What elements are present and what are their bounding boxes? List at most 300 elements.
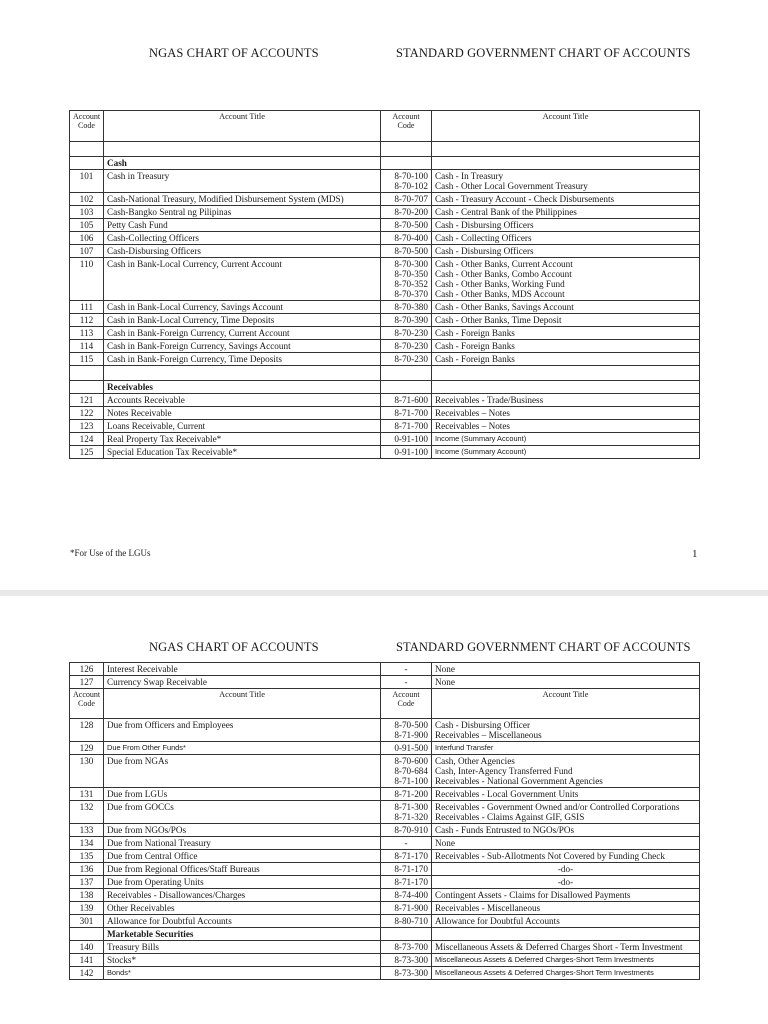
sgca-code-line: 8-73-300 [394,968,428,978]
sgca-title-line: None [435,838,455,848]
sgca-account-code [381,850,432,863]
sgca-code-line: 8-70-684 [394,766,428,776]
table-row [70,876,700,889]
ngas-account-title: Cash in Bank-Foreign Currency, Savings Account [104,340,381,353]
empty-cell [432,142,700,157]
sgca-title-line: Contingent Assets - Claims for Disallowed Payments [435,890,631,900]
sgca-account-title [432,902,700,915]
sgca-code-line: 8-71-700 [394,408,428,418]
table-row [70,850,700,863]
sgca-title-line: Interfund Transfer [435,743,494,752]
sgca-account-title [432,967,700,980]
ngas-account-title: Allowance for Doubtful Accounts [104,915,381,928]
sgca-code-line: 8-70-707 [394,194,428,204]
sgca-account-code [381,824,432,837]
table-row [70,258,700,301]
sgca-code-line: - [404,677,408,687]
sgca-account-code [381,170,432,193]
sgca-account-code [381,889,432,902]
sgca-code-line: 8-70-230 [394,328,428,338]
table-row [70,801,700,824]
ngas-account-title: Real Property Tax Receivable* [104,433,381,446]
table-row [70,954,700,967]
sgca-code-line: 8-71-200 [394,789,428,799]
table-row [70,446,700,459]
empty-cell [70,366,104,381]
ngas-account-code: 131 [70,788,104,801]
sgca-account-title [432,193,700,206]
sgca-code-line: 8-71-700 [394,421,428,431]
sgca-header: STANDARD GOVERNMENT CHART OF ACCOUNTS [396,46,691,60]
sgca-code-line: - [404,664,408,674]
ngas-header: NGAS CHART OF ACCOUNTS [149,46,319,60]
sgca-title-line: Cash - Other Banks, Current Account [435,259,573,269]
sgca-header-2: STANDARD GOVERNMENT CHART OF ACCOUNTS [396,640,691,654]
ngas-account-code: 113 [70,327,104,340]
section-row [70,928,700,941]
sgca-code-line: 8-70-102 [394,181,428,191]
sgca-account-title [432,755,700,788]
ngas-account-code: 102 [70,193,104,206]
sgca-code-line: 8-70-200 [394,207,428,217]
page-number: 1 [692,548,698,560]
sgca-account-title [432,742,700,755]
ngas-account-title: Loans Receivable, Current [104,420,381,433]
sgca-title-line: Receivables – Miscellaneous [435,730,542,740]
sgca-account-title [432,353,700,366]
ngas-account-code: 135 [70,850,104,863]
footnote: *For Use of the LGUs [70,548,151,558]
sgca-title-line: Miscellaneous Assets & Deferred Charges Short - Term Investment [435,942,683,952]
table-row [70,219,700,232]
ngas-account-title: Cash in Bank-Local Currency, Time Deposits [104,314,381,327]
sgca-account-title [432,954,700,967]
sgca-title-line: Cash - Disbursing Officers [435,246,534,256]
ngas-account-title: Interest Receivable [104,663,381,676]
ngas-account-title: Due from Officers and Employees [104,719,381,742]
sgca-account-code [381,915,432,928]
sgca-account-code [381,801,432,824]
table-row [70,941,700,954]
sgca-account-code [381,719,432,742]
table-row [70,340,700,353]
sgca-account-title [432,219,700,232]
sgca-account-title [432,340,700,353]
table-row [70,301,700,314]
sgca-account-title [432,327,700,340]
empty-cell [381,157,432,170]
ngas-account-code: 301 [70,915,104,928]
sgca-account-code [381,676,432,689]
sgca-title-line: Cash - Foreign Banks [435,341,515,351]
table-row [70,663,700,676]
ngas-account-code: 140 [70,941,104,954]
ngas-account-title: Cash in Treasury [104,170,381,193]
section-row [70,157,700,170]
sgca-code-line: 8-70-600 [394,756,428,766]
sgca-code-line: 8-70-352 [394,279,428,289]
sgca-title-line: Cash - Other Banks, Combo Account [435,269,572,279]
sgca-code-line: 0-91-100 [394,434,428,444]
table-row [70,394,700,407]
sgca-account-code [381,446,432,459]
ngas-account-code: 128 [70,719,104,742]
sgca-code-line: - [404,838,408,848]
sgca-account-title [432,301,700,314]
sgca-account-title [432,663,700,676]
sgca-title-line: Cash - Foreign Banks [435,328,515,338]
sgca-title-line: None [435,677,455,687]
ngas-account-code: 124 [70,433,104,446]
sgca-code-line: 8-71-320 [394,812,428,822]
table-row [70,755,700,788]
sgca-title-header: Account Title [432,689,700,719]
ngas-account-code: 103 [70,206,104,219]
sgca-title-line: Cash - Other Banks, Working Fund [435,279,565,289]
sgca-account-code [381,327,432,340]
sgca-code-line: 8-70-370 [394,289,428,299]
table-row [70,676,700,689]
ngas-account-code: 107 [70,245,104,258]
empty-row [70,366,700,381]
sgca-account-code [381,433,432,446]
empty-cell [104,366,381,381]
table-row [70,206,700,219]
sgca-account-code [381,742,432,755]
section-title: Marketable Securities [104,928,381,941]
sgca-title-line: Cash - Disbursing Officers [435,220,534,230]
sgca-account-code [381,394,432,407]
sgca-account-code [381,407,432,420]
sgca-title-line: Receivables - Trade/Business [435,395,544,405]
sgca-title-line: Allowance for Doubtful Accounts [435,916,560,926]
table-row [70,915,700,928]
sgca-account-code [381,340,432,353]
ngas-account-title: Cash-Bangko Sentral ng Pilipinas [104,206,381,219]
sgca-account-code [381,876,432,889]
sgca-account-code [381,954,432,967]
sgca-code-line: 0-91-500 [394,743,428,753]
ngas-account-title: Special Education Tax Receivable* [104,446,381,459]
ngas-account-title: Due from National Treasury [104,837,381,850]
sgca-account-title [432,258,700,301]
sgca-account-code [381,863,432,876]
ngas-account-title: Cash in Bank-Foreign Currency, Time Deposits [104,353,381,366]
sgca-code-line: 8-70-350 [394,269,428,279]
ngas-account-title: Petty Cash Fund [104,219,381,232]
section-title: Receivables [104,381,381,394]
ngas-account-code: 114 [70,340,104,353]
sgca-title-line: Receivables - National Government Agencies [435,776,603,786]
sgca-title-line: Cash - Other Banks, MDS Account [435,289,565,299]
empty-row [70,142,700,157]
sgca-title-line: Cash - Central Bank of the Philippines [435,207,577,217]
table-row [70,967,700,980]
ngas-title-header: Account Title [104,111,381,142]
ngas-account-code: 105 [70,219,104,232]
sgca-title-header: Account Title [432,111,700,142]
ngas-account-code: 123 [70,420,104,433]
sgca-account-title [432,850,700,863]
ngas-account-code: 130 [70,755,104,788]
sgca-title-line: Income (Summary Account) [435,434,527,443]
sgca-account-code [381,193,432,206]
ngas-account-code: 139 [70,902,104,915]
sgca-title-line: Cash - In Treasury [435,171,504,181]
sgca-code-line: 8-70-380 [394,302,428,312]
ngas-account-code: 110 [70,258,104,301]
sgca-title-line: Receivables - Local Government Units [435,789,579,799]
ngas-account-code: 121 [70,394,104,407]
sgca-account-title [432,788,700,801]
sgca-title-line: Income (Summary Account) [435,447,527,456]
empty-cell [432,366,700,381]
sgca-code-line: 8-70-910 [394,825,428,835]
ngas-account-title: Due from Operating Units [104,876,381,889]
sgca-account-title [432,824,700,837]
ngas-account-title: Cash-National Treasury, Modified Disbursement System (MDS) [104,193,381,206]
sgca-account-code [381,755,432,788]
ngas-account-title: Currency Swap Receivable [104,676,381,689]
ngas-account-code: 134 [70,837,104,850]
empty-cell [381,381,432,394]
ngas-code-header: Account Code [70,689,104,719]
sgca-code-line: 8-70-100 [394,171,428,181]
sgca-code-header: Account Code [381,689,432,719]
sgca-account-title [432,837,700,850]
ngas-account-code: 127 [70,676,104,689]
sgca-title-line: Cash - Other Banks, Savings Account [435,302,574,312]
empty-cell [70,142,104,157]
sgca-code-line: 8-70-230 [394,354,428,364]
sgca-code-line: 8-71-900 [394,903,428,913]
table-row [70,353,700,366]
sgca-title-line: Receivables - Government Owned and/or Controlled Corporations [435,802,680,812]
sgca-code-line: 8-71-170 [394,851,428,861]
sgca-account-title [432,170,700,193]
table-row [70,407,700,420]
sgca-code-line: 8-70-500 [394,246,428,256]
ngas-account-title: Due From Other Funds* [104,742,381,755]
sgca-account-title [432,446,700,459]
ngas-account-code: 106 [70,232,104,245]
sgca-title-line: Receivables - Claims Against GIF, GSIS [435,812,585,822]
sgca-account-code [381,232,432,245]
sgca-account-title [432,206,700,219]
ngas-account-title: Cash-Collecting Officers [104,232,381,245]
ngas-account-code: 141 [70,954,104,967]
sgca-code-line: 8-70-500 [394,720,428,730]
sgca-title-line: None [435,664,455,674]
sgca-title-line: Cash - Disbursing Officer [435,720,531,730]
table-header-row [70,689,700,719]
sgca-account-title [432,232,700,245]
sgca-title-line: Cash - Other Local Government Treasury [435,181,588,191]
empty-cell [104,142,381,157]
empty-cell [70,928,104,941]
ngas-account-title: Bonds* [104,967,381,980]
empty-cell [381,366,432,381]
ngas-account-code: 129 [70,742,104,755]
empty-cell [381,142,432,157]
sgca-title-line: Receivables - Miscellaneous [435,903,541,913]
sgca-code-line: 8-70-400 [394,233,428,243]
sgca-title-line: Cash - Collecting Officers [435,233,532,243]
table-row [70,902,700,915]
ngas-account-code: 142 [70,967,104,980]
sgca-code-line: 8-71-170 [394,877,428,887]
ngas-account-title: Stocks* [104,954,381,967]
sgca-account-title [432,245,700,258]
table-row [70,837,700,850]
accounts-table-1 [69,110,700,459]
empty-cell [381,928,432,941]
table-row [70,824,700,837]
sgca-account-title [432,314,700,327]
ngas-account-code: 111 [70,301,104,314]
ngas-account-code: 133 [70,824,104,837]
section-title: Cash [104,157,381,170]
sgca-code-line: 8-70-390 [394,315,428,325]
ngas-account-code: 122 [70,407,104,420]
sgca-code-line: 8-71-100 [394,776,428,786]
ngas-account-title: Due from NGOs/POs [104,824,381,837]
sgca-code-line: 8-73-700 [394,942,428,952]
table-row [70,863,700,876]
sgca-account-title [432,420,700,433]
ngas-account-code: 132 [70,801,104,824]
sgca-title-line: Receivables – Notes [435,408,511,418]
empty-cell [70,381,104,394]
document-page-2 [0,596,768,1024]
table-row [70,193,700,206]
table-row [70,327,700,340]
sgca-code-line: 8-71-600 [394,395,428,405]
sgca-account-code [381,420,432,433]
ngas-account-title: Notes Receivable [104,407,381,420]
table-row [70,314,700,327]
table-header-row [70,111,700,142]
sgca-account-code [381,788,432,801]
sgca-account-code [381,941,432,954]
table-row [70,788,700,801]
ngas-account-title: Due from NGAs [104,755,381,788]
sgca-account-code [381,245,432,258]
sgca-title-line: -do- [557,877,574,887]
ngas-account-title: Due from LGUs [104,788,381,801]
accounts-table-2 [69,662,700,980]
sgca-title-line: Receivables – Notes [435,421,511,431]
table-row [70,232,700,245]
ngas-account-code: 101 [70,170,104,193]
empty-cell [432,157,700,170]
sgca-account-title [432,407,700,420]
sgca-title-line: Receivables - Sub-Allotments Not Covered by Funding Check [435,851,665,861]
sgca-code-line: 8-70-300 [394,259,428,269]
sgca-title-line: Cash - Foreign Banks [435,354,515,364]
sgca-account-code [381,837,432,850]
sgca-account-title [432,915,700,928]
sgca-title-line: Cash, Other Agencies [435,756,515,766]
ngas-account-title: Due from Regional Offices/Staff Bureaus [104,863,381,876]
ngas-account-title: Cash-Disbursing Officers [104,245,381,258]
ngas-account-code: 115 [70,353,104,366]
sgca-account-title [432,889,700,902]
sgca-account-code [381,663,432,676]
sgca-account-title [432,394,700,407]
sgca-account-code [381,353,432,366]
ngas-account-code: 137 [70,876,104,889]
ngas-account-code: 126 [70,663,104,676]
ngas-title-header: Account Title [104,689,381,719]
table-row [70,719,700,742]
sgca-code-line: 8-71-900 [394,730,428,740]
sgca-title-line: Cash - Treasury Account - Check Disbursements [435,194,615,204]
sgca-code-line: 8-74-400 [394,890,428,900]
ngas-account-title: Due from GOCCs [104,801,381,824]
sgca-title-line: Cash - Funds Entrusted to NGOs/POs [435,825,575,835]
ngas-account-title: Treasury Bills [104,941,381,954]
ngas-account-title: Cash in Bank-Foreign Currency, Current Account [104,327,381,340]
sgca-title-line: -do- [557,864,574,874]
sgca-account-code [381,967,432,980]
sgca-account-code [381,219,432,232]
sgca-code-line: 0-91-100 [394,447,428,457]
sgca-code-line: 8-70-500 [394,220,428,230]
ngas-account-title: Accounts Receivable [104,394,381,407]
ngas-account-title: Other Receivables [104,902,381,915]
empty-cell [432,381,700,394]
sgca-code-line: 8-71-300 [394,802,428,812]
ngas-account-code: 125 [70,446,104,459]
table-row [70,245,700,258]
section-row [70,381,700,394]
table-row [70,420,700,433]
sgca-account-title [432,876,700,889]
sgca-account-code [381,902,432,915]
sgca-title-line: Cash, Inter-Agency Transferred Fund [435,766,573,776]
sgca-account-title [432,941,700,954]
sgca-code-line: 8-70-230 [394,341,428,351]
ngas-code-header: Account Code [70,111,104,142]
ngas-account-code: 138 [70,889,104,902]
ngas-account-code: 136 [70,863,104,876]
table-row [70,170,700,193]
ngas-account-title: Due from Central Office [104,850,381,863]
sgca-account-title [432,676,700,689]
sgca-account-code [381,301,432,314]
sgca-code-line: 8-71-170 [394,864,428,874]
ngas-account-title: Receivables - Disallowances/Charges [104,889,381,902]
sgca-account-title [432,801,700,824]
empty-cell [70,157,104,170]
ngas-header-2: NGAS CHART OF ACCOUNTS [149,640,319,654]
sgca-code-header: Account Code [381,111,432,142]
sgca-account-title [432,863,700,876]
sgca-account-title [432,719,700,742]
sgca-account-code [381,258,432,301]
ngas-account-title: Cash in Bank-Local Currency, Savings Account [104,301,381,314]
sgca-account-code [381,314,432,327]
sgca-account-code [381,206,432,219]
sgca-title-line: Miscellaneous Assets & Deferred Charges-Short Term Investments [435,955,654,964]
ngas-account-title: Cash in Bank-Local Currency, Current Account [104,258,381,301]
sgca-code-line: 8-80-710 [394,916,428,926]
sgca-account-title [432,433,700,446]
table-row [70,742,700,755]
empty-cell [432,928,700,941]
ngas-account-code: 112 [70,314,104,327]
